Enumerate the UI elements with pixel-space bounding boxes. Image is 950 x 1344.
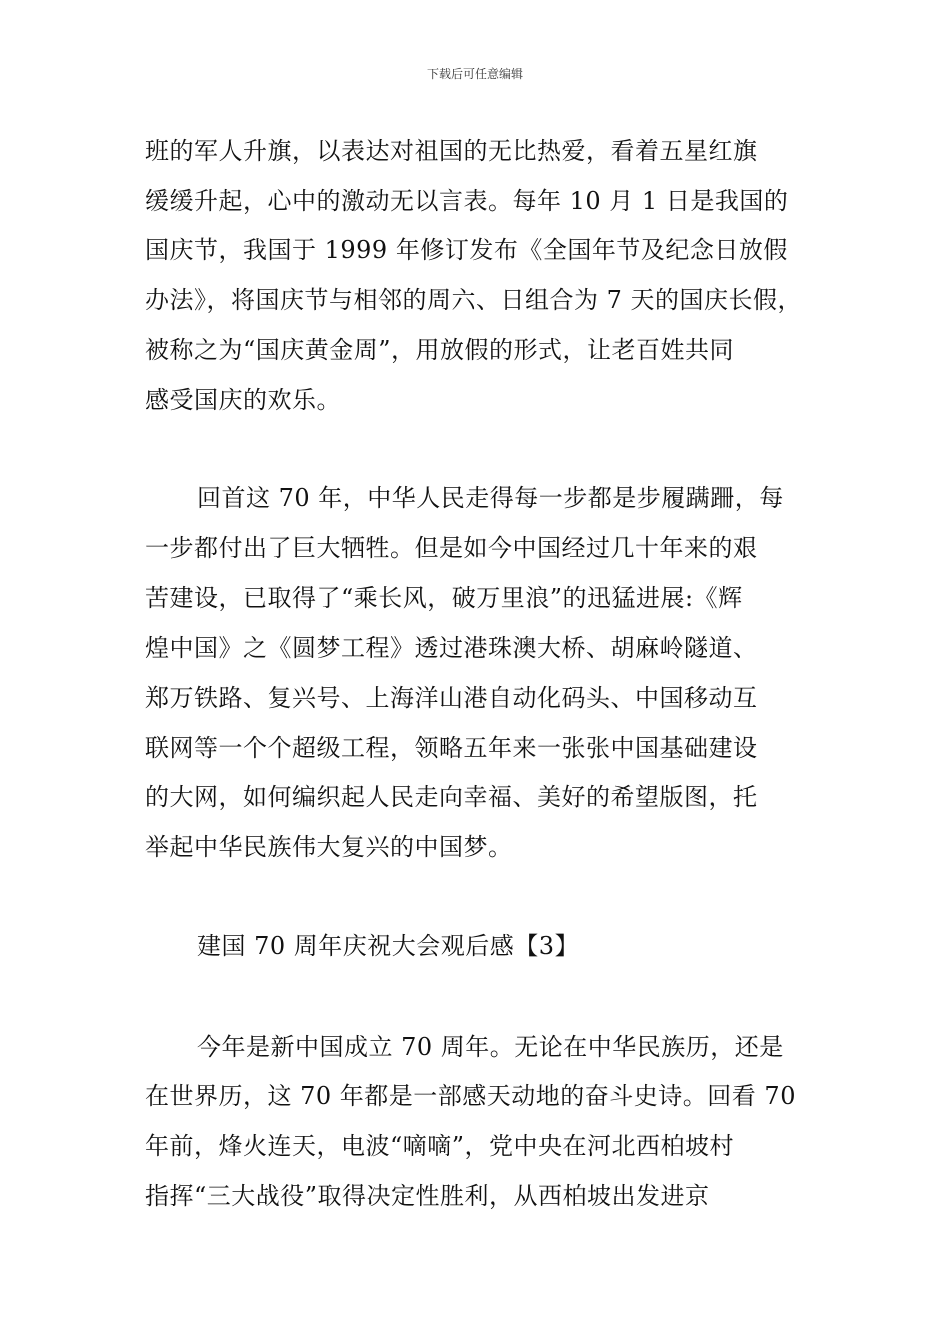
page-header: 下载后可任意编辑 <box>426 67 523 81</box>
section-heading: 建国 70 周年庆祝大会观后感【3】 <box>197 932 580 960</box>
text-line: 煌中国》之《圆梦工程》透过港珠澳大桥、胡麻岭隧道、 <box>145 634 758 662</box>
text-line: 指挥“三大战役”取得决定性胜利，从西柏坡出发进京 <box>145 1182 710 1210</box>
text-line: 年前，烽火连天，电波“嘀嘀”，党中央在河北西柏坡村 <box>145 1132 735 1160</box>
text-line: 举起中华民族伟大复兴的中国梦。 <box>145 833 513 861</box>
text-line: 国庆节，我国于 1999 年修订发布《全国年节及纪念日放假 <box>145 236 788 264</box>
text-line: 班的军人升旗，以表达对祖国的无比热爱，看着五星红旗 <box>145 137 758 165</box>
text-line: 缓缓升起，心中的激动无以言表。每年 10 月 1 日是我国的 <box>145 187 789 215</box>
text-line: 回首这 70 年，中华人民走得每一步都是步履蹒跚，每 <box>197 484 784 512</box>
text-line: 在世界历，这 70 年都是一部感天动地的奋斗史诗。回看 70 <box>145 1082 796 1110</box>
text-line: 郑万铁路、复兴号、上海洋山港自动化码头、中国移动互 <box>145 684 758 712</box>
text-line: 今年是新中国成立 70 周年。无论在中华民族历，还是 <box>197 1033 784 1061</box>
text-line: 的大网，如何编织起人民走向幸福、美好的希望版图，托 <box>145 783 758 811</box>
text-line: 感受国庆的欢乐。 <box>145 386 341 414</box>
text-line: 一步都付出了巨大牺牲。但是如今中国经过几十年来的艰 <box>145 534 758 562</box>
text-line: 办法》，将国庆节与相邻的周六、日组合为 7 天的国庆长假， <box>145 286 803 314</box>
text-line: 联网等一个个超级工程，领略五年来一张张中国基础建设 <box>145 734 758 762</box>
text-line: 被称之为“国庆黄金周”，用放假的形式，让老百姓共同 <box>145 336 735 364</box>
text-line: 苦建设，已取得了“乘长风，破万里浪”的迅猛进展:《辉 <box>145 584 743 612</box>
